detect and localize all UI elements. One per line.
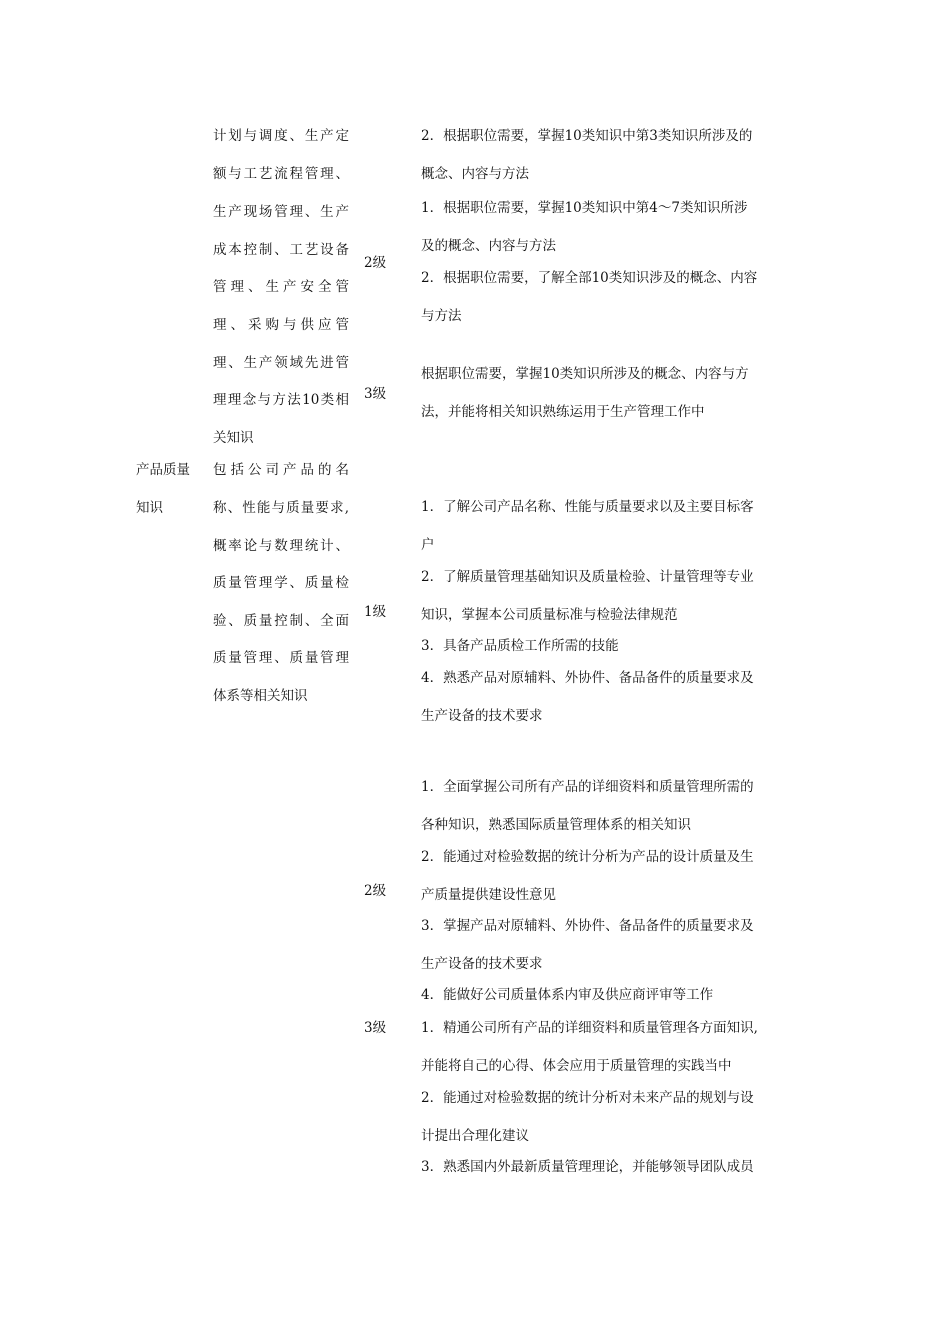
knowledge-name-line: 产品质量: [136, 462, 190, 478]
requirement-line: 3．掌握产品对原辅料、外协件、备品备件的质量要求及: [421, 918, 754, 934]
section-b-desc-line: 质量管理、质量管理: [213, 650, 349, 666]
section-a-desc-line: 理、生产领域先进管: [213, 355, 349, 371]
section-b-desc-line: 质量管理学、质量检: [213, 575, 349, 591]
section-b-desc-line: 体系等相关知识: [213, 688, 308, 704]
section-b-desc-line: 称、性能与质量要求,: [213, 500, 349, 516]
section-a-desc-line: 理理念与方法10类相: [213, 392, 349, 408]
requirement-line: 2．了解质量管理基础知识及质量检验、计量管理等专业: [421, 569, 754, 585]
requirement-line: 1．根据职位需要，掌握10类知识中第4～7类知识所涉: [421, 200, 748, 216]
level-label-b1: 1级: [364, 604, 387, 620]
section-b-desc-line: 验、质量控制、全面: [213, 613, 349, 629]
requirement-line: 法，并能将相关知识熟练运用于生产管理工作中: [421, 404, 705, 420]
requirement-line: 3．具备产品质检工作所需的技能: [421, 638, 619, 654]
knowledge-name-line: 知识: [136, 500, 163, 516]
requirement-line: 生产设备的技术要求: [421, 708, 543, 724]
requirement-line: 并能将自己的心得、体会应用于质量管理的实践当中: [421, 1058, 732, 1074]
level-label-a2: 2级: [364, 255, 387, 271]
section-b-desc-line: 概率论与数理统计、: [213, 538, 349, 554]
requirement-line: 知识，掌握本公司质量标准与检验法律规范: [421, 607, 678, 623]
requirement-line: 根据职位需要，掌握10类知识所涉及的概念、内容与方: [421, 366, 749, 382]
requirement-line: 2．根据职位需要，掌握10类知识中第3类知识所涉及的: [421, 128, 753, 144]
level-label-b3: 3级: [364, 1020, 387, 1036]
requirement-line: 3．熟悉国内外最新质量管理理论，并能够领导团队成员: [421, 1159, 754, 1175]
section-a-desc-line: 计划与调度、生产定: [213, 128, 349, 144]
section-a-desc-line: 成本控制、工艺设备: [213, 242, 349, 258]
requirement-line: 及的概念、内容与方法: [421, 238, 556, 254]
requirement-line: 2．根据职位需要，了解全部10类知识涉及的概念、内容: [421, 270, 758, 286]
section-a-desc-line: 理、采购与供应管: [213, 317, 349, 333]
requirement-line: 产质量提供建设性意见: [421, 887, 556, 903]
level-label-a3: 3级: [364, 386, 387, 402]
section-a-desc-line: 生产现场管理、生产: [213, 204, 349, 220]
section-a-desc-line: 管理、生产安全管: [213, 279, 349, 295]
requirement-line: 概念、内容与方法: [421, 166, 529, 182]
section-b-desc-line: 包括公司产品的名: [213, 462, 349, 478]
requirement-line: 1．精通公司所有产品的详细资料和质量管理各方面知识,: [421, 1020, 758, 1036]
level-label-b2: 2级: [364, 883, 387, 899]
requirement-line: 计提出合理化建议: [421, 1128, 529, 1144]
requirement-line: 生产设备的技术要求: [421, 956, 543, 972]
requirement-line: 各种知识，熟悉国际质量管理体系的相关知识: [421, 817, 691, 833]
requirement-line: 4．能做好公司质量体系内审及供应商评审等工作: [421, 987, 714, 1003]
section-a-desc-line: 关知识: [213, 430, 254, 446]
requirement-line: 1．全面掌握公司所有产品的详细资料和质量管理所需的: [421, 779, 754, 795]
requirement-line: 户: [421, 537, 435, 553]
requirement-line: 与方法: [421, 308, 462, 324]
requirement-line: 2．能通过对检验数据的统计分析对未来产品的规划与设: [421, 1090, 754, 1106]
requirement-line: 2．能通过对检验数据的统计分析为产品的设计质量及生: [421, 849, 754, 865]
section-a-desc-line: 额与工艺流程管理、: [213, 166, 349, 182]
requirement-line: 1．了解公司产品名称、性能与质量要求以及主要目标客: [421, 499, 754, 515]
requirement-line: 4．熟悉产品对原辅料、外协件、备品备件的质量要求及: [421, 670, 754, 686]
